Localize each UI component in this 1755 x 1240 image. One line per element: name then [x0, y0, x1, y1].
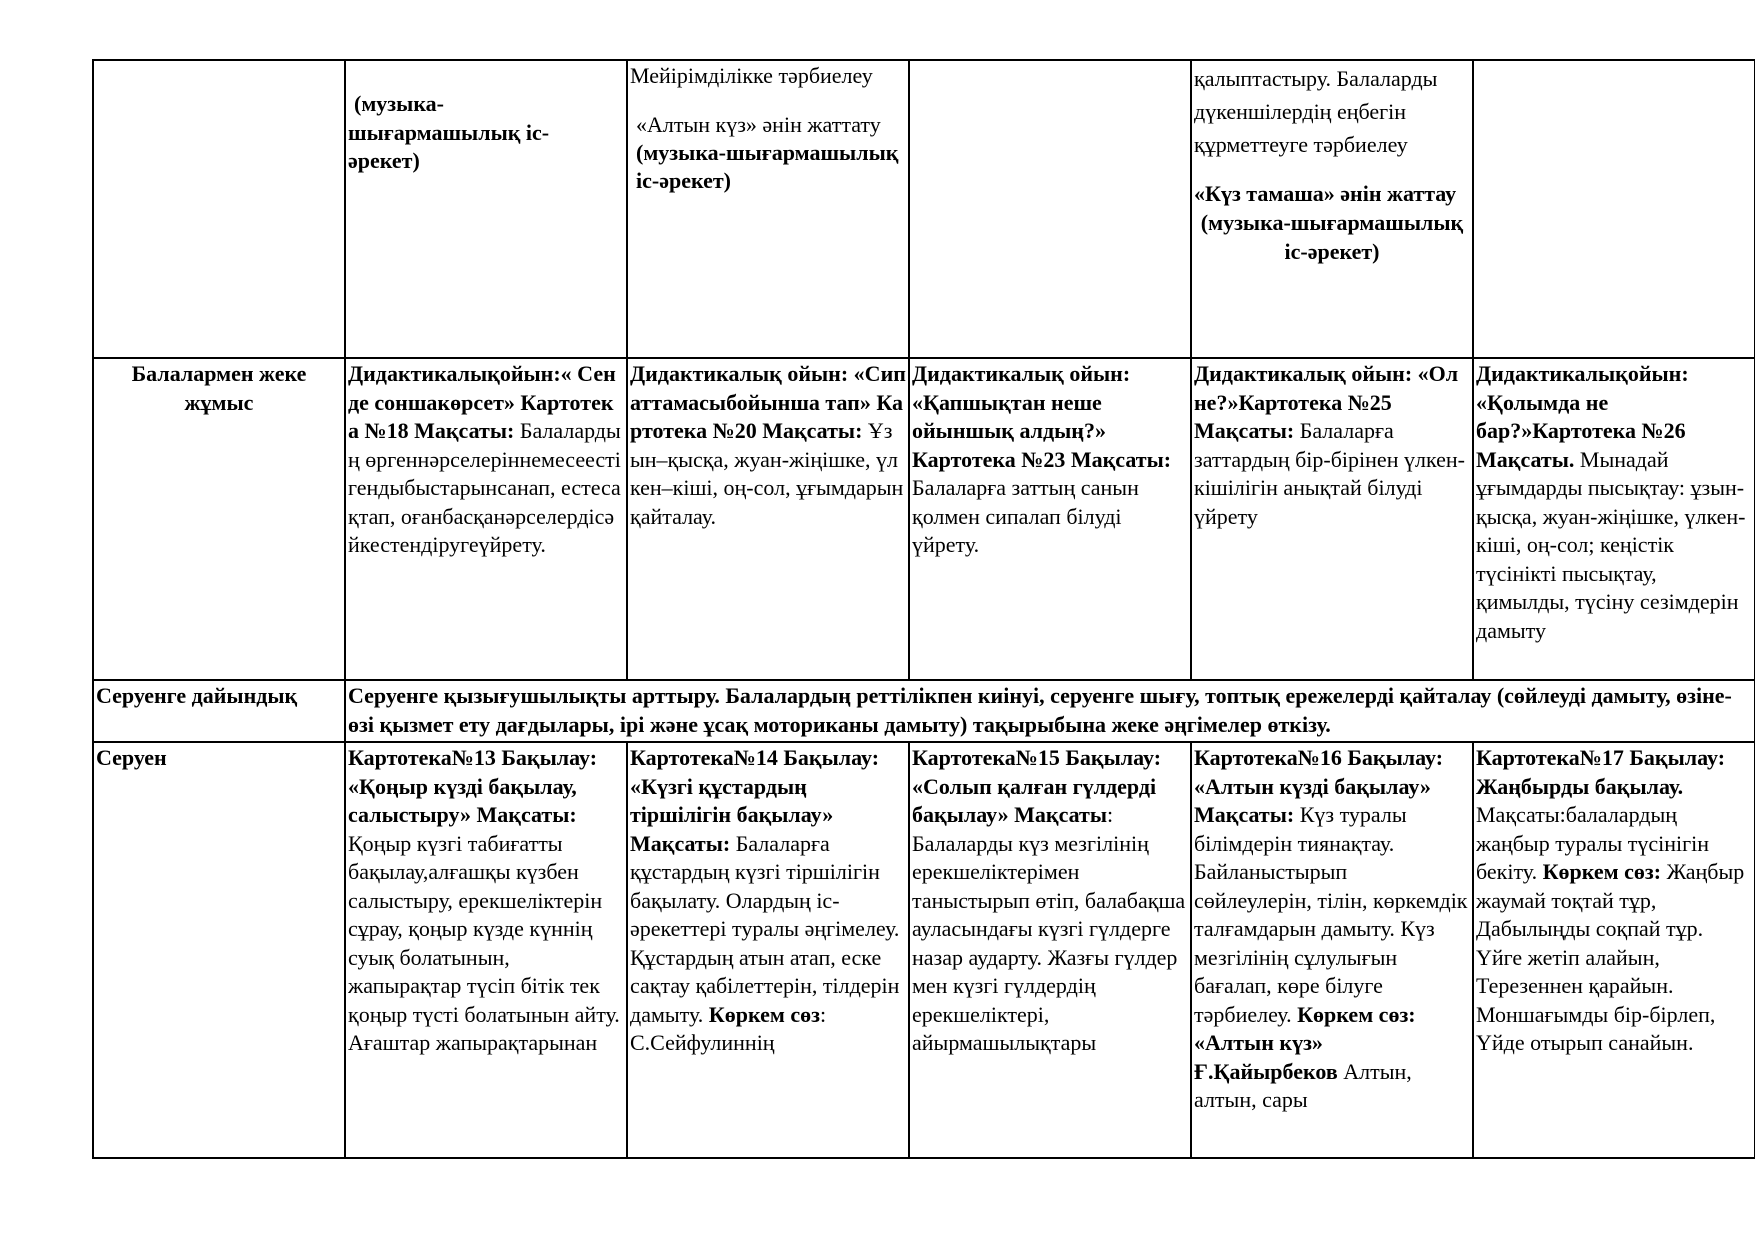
row4-cell-1: Картотека№13 Бақылау: «Қоңыр күзді бақылау, салыстыру» Мақсаты: Қоңыр күзгі табиғатты бақылау,алғашқы күзбен салыстыру, ерекшеліктерін сұрау, қоңыр күзде күннің суық болатынын, жапырақтар түсіп бітік тек қоңыр түсті болатынын айту. Ағаштар жапырақтарынан [345, 742, 627, 1158]
row2-cell-5: Дидактикалықойын: «Қолымда не бар?»Картотека №26 Мақсаты. Мынадай ұғымдарды пысықтау: ұзын-қысқа, жуан-жіңішке, үлкен-кіші, оң-сол; кеңістік түсінікті пысықтау, қимылды, түсіну сезімдерін дамыту [1473, 358, 1755, 680]
row1-cell-3 [909, 60, 1191, 358]
row4-cell-5: Картотека№17 Бақылау: Жаңбырды бақылау. Мақсаты:балалардың жаңбыр туралы түсінігін бекіту. Көркем сөз: Жаңбыр жаумай тоқтай тұр, Дабылыңды соқпай тұр. Үйге жетіп алайын, Терезеннен қарайын. Моншағымды бір-бірлеп, Үйде отырып санайын. [1473, 742, 1755, 1158]
row2-cell-4: Дидактикалық ойын: «Ол не?»Картотека №25 Мақсаты: Балаларға заттардың бір-бірінен үлкен-кішілігін анықтай білуді үйрету [1191, 358, 1473, 680]
cell-text: (музыка- [354, 91, 444, 116]
row-label: Серуенге дайындық [93, 680, 345, 742]
table-row [93, 358, 1755, 680]
row2-cell-3: Дидактикалық ойын: «Қапшықтан неше ойыншық алдың?» Картотека №23 Мақсаты: Балаларға заттың санын қолмен сипалап білуді үйрету. [909, 358, 1191, 680]
cell-text: құрметтеуге тәрбиелеу [1194, 132, 1408, 157]
table-row [93, 742, 1755, 1158]
cell-text: шығармашылық іс- [348, 119, 550, 145]
row2-cell-2: Дидактикалық ойын: «Сипаттамасыбойынша тап» Картотека №20 Мақсаты: Ұзын–қысқа, жуан-жіңішке, үлкен–кіші, оң-сол, ұғымдарын қайталау. [627, 358, 909, 680]
walk-preparation-text: Серуенге қызығушылықты арттыру. Балалардың реттілікпен киінуі, серуенге шығу, топтық ережелерді қайталау (сөйлеуді дамыту, өзіне-өзі қызмет ету дағдылары, ірі және ұсақ моториканы дамыту) тақырыбына жеке әңгімелер өткізу. [345, 680, 1755, 742]
song-text: «Алтын күз» әнін жаттату [636, 111, 881, 137]
row-label: Серуен [93, 742, 345, 1158]
cell-text: қалыптастыру. Балаларды [1194, 66, 1438, 91]
row4-cell-4: Картотека№16 Бақылау: «Алтын күзді бақылау» Мақсаты: Күз туралы білімдерін тиянақтау. Байланыстырып сөйлеулерін, тілін, көркемдік талғамдарын дамыту. Күз мезгілінің сұлулығын бағалап, көре білуге тәрбиелеу. Көркем сөз: «Алтын күз» Ғ.Қайырбеков Алтын, алтын, сары [1191, 742, 1473, 1158]
song-text: «Күз тамаша» әнін жаттау [1194, 181, 1457, 206]
row2-cell-1: Дидактикалықойын:« Сен де соншакөрсет» Картотека №18 Мақсаты: Балалардың өргеннәрселеріннемесеестігендыбыстарынсанап, естесақтап, оғанбасқанәрселердісәйкестендіругеүйрету. [345, 358, 627, 680]
row1-cell-5 [1473, 60, 1755, 358]
row-label: Балалармен жеке жұмыс [93, 358, 345, 680]
cell-text: әрекет) [348, 148, 420, 173]
cell-text: Мейірімділікке тәрбиелеу [630, 63, 873, 88]
cell-text: дүкеншілердің еңбегін [1194, 99, 1407, 124]
row4-cell-3: Картотека№15 Бақылау: «Солып қалған гүлдерді бақылау» Мақсаты: Балаларды күз мезгілінің ерекшеліктерімен таныстырып өтіп, балабақша ауласындағы күзгі гүлдерге назар аударту. Жазғы гүлдер мен күзгі гүлдердің ерекшеліктері, айырмашылықтары [909, 742, 1191, 1158]
row1-cell-1 [345, 60, 627, 358]
schedule-table [92, 59, 1755, 1159]
row1-cell-4 [1191, 60, 1473, 358]
activity-type: (музыка-шығармашылық іс-әрекет) [1200, 210, 1464, 264]
row1-cell-2 [627, 60, 909, 358]
activity-type: (музыка-шығармашылық іс-әрекет) [636, 139, 899, 193]
row4-cell-2: Картотека№14 Бақылау: «Күзгі құстардың тіршілігін бақылау» Мақсаты: Балаларға құстардың күзгі тіршілігін бақылату. Олардың іс-әрекеттері туралы әңгімелеу. Құстардың атын атап, еске сақтау қабілеттерін, тілдерін дамыту. Көркем сөз: С.Сейфулиннің [627, 742, 909, 1158]
table-row [93, 680, 1755, 742]
row1-label-cell [93, 60, 345, 358]
table-row [93, 60, 1755, 358]
